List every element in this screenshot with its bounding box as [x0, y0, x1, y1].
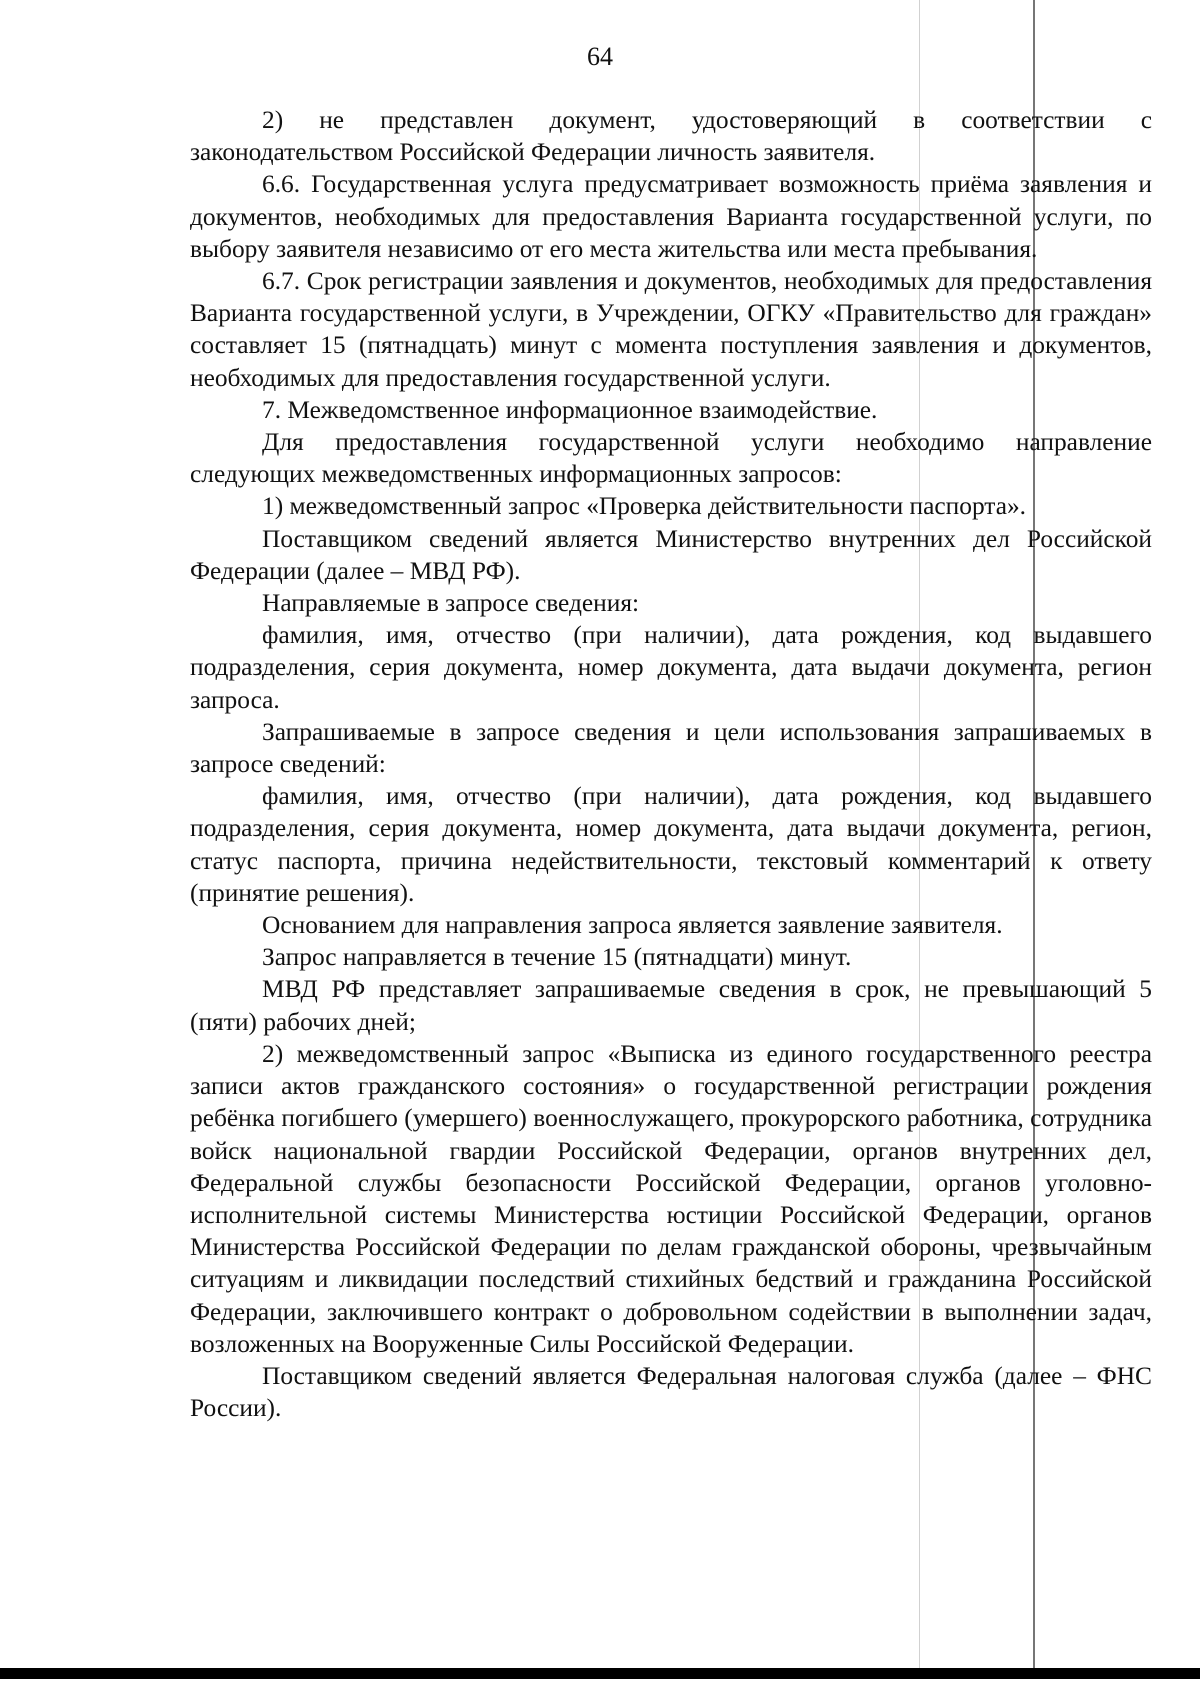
paragraph-request-2: 2) межведомственный запрос «Выписка из единого государственного реестра записи актов гражданского состояния» о государственной регистрации рождения ребёнка погибшего (умершего) военнослужащего, прокурорского работника, сотрудника войск национальной гвардии Российской Федерации, органов внутренних дел, Федеральной службы безопасности Российской Федерации, органов уголовно-исполнительной системы Министерства юстиции Российской Федерации, органов Министерства Российской Федерации по делам гражданской обороны, чрезвычайным ситуациям и ликвидации последствий стихийных бедствий и гражданина Российской Федерации, заключившего контракт о добровольном содействии в выполнении задач, возложенных на Вооруженные Силы Российской Федерации.	[190, 1039, 1152, 1358]
paragraph-requested-data-label: Запрашиваемые в запросе сведения и цели использования запрашиваемых в запросе сведений:	[190, 717, 1152, 779]
paragraph-mvd-response-timing: МВД РФ представляет запрашиваемые сведения в срок, не превышающий 5 (пяти) рабочих дней;	[190, 975, 1152, 1036]
paragraph-sent-data-label: Направляемые в запросе сведения:	[262, 589, 640, 618]
section-heading-7: 7. Межведомственное информационное взаимодействие.	[262, 395, 878, 424]
paragraph-request-timing: Запрос направляется в течение 15 (пятнадцати) минут.	[262, 943, 852, 972]
paragraph-supplier-mvd: Поставщиком сведений является Министерство внутренних дел Российской Федерации (далее – МВД РФ).	[190, 524, 1152, 585]
paragraph-sent-data: фамилия, имя, отчество (при наличии), дата рождения, код выдавшего подразделения, серия документа, номер документа, дата выдачи документа, регион запроса.	[190, 621, 1152, 714]
paragraph-requests-intro: Для предоставления государственной услуги необходимо направление следующих межведомственных информационных запросов:	[190, 428, 1152, 489]
paragraph-supplier-fns: Поставщиком сведений является Федеральная налоговая служба (далее – ФНС России).	[190, 1361, 1152, 1423]
page-number: 64	[587, 42, 613, 71]
paragraph-6-7: 6.7. Срок регистрации заявления и документов, необходимых для предоставления Варианта государственной услуги, в Учреждении, ОГКУ «Правительство для граждан» составляет 15 (пятнадцать) минут с момента поступления заявления и документов, необходимых для предоставления государственной услуги.	[190, 267, 1152, 392]
paragraph-item-2-passport: 2) не представлен документ, удостоверяющий в соответствии с законодательством Российской Федерации личность заявителя.	[190, 106, 1152, 167]
paragraph-requested-data: фамилия, имя, отчество (при наличии), дата рождения, код выдавшего подразделения, серия документа, номер документа, дата выдачи документа, регион, статус паспорта, причина недействительности, текстовый комментарий к ответу (принятие решения).	[190, 782, 1152, 907]
paragraph-request-1: 1) межведомственный запрос «Проверка действительности паспорта».	[262, 492, 1027, 521]
document-body	[190, 104, 1152, 1424]
paragraph-request-basis: Основанием для направления запроса является заявление заявителя.	[262, 911, 1003, 940]
paragraph-6-6: 6.6. Государственная услуга предусматривает возможность приёма заявления и документов, необходимых для предоставления Варианта государственной услуги, по выбору заявителя независимо от его места жительства или места пребывания.	[190, 170, 1152, 263]
scan-border-bottom	[0, 1668, 1200, 1679]
